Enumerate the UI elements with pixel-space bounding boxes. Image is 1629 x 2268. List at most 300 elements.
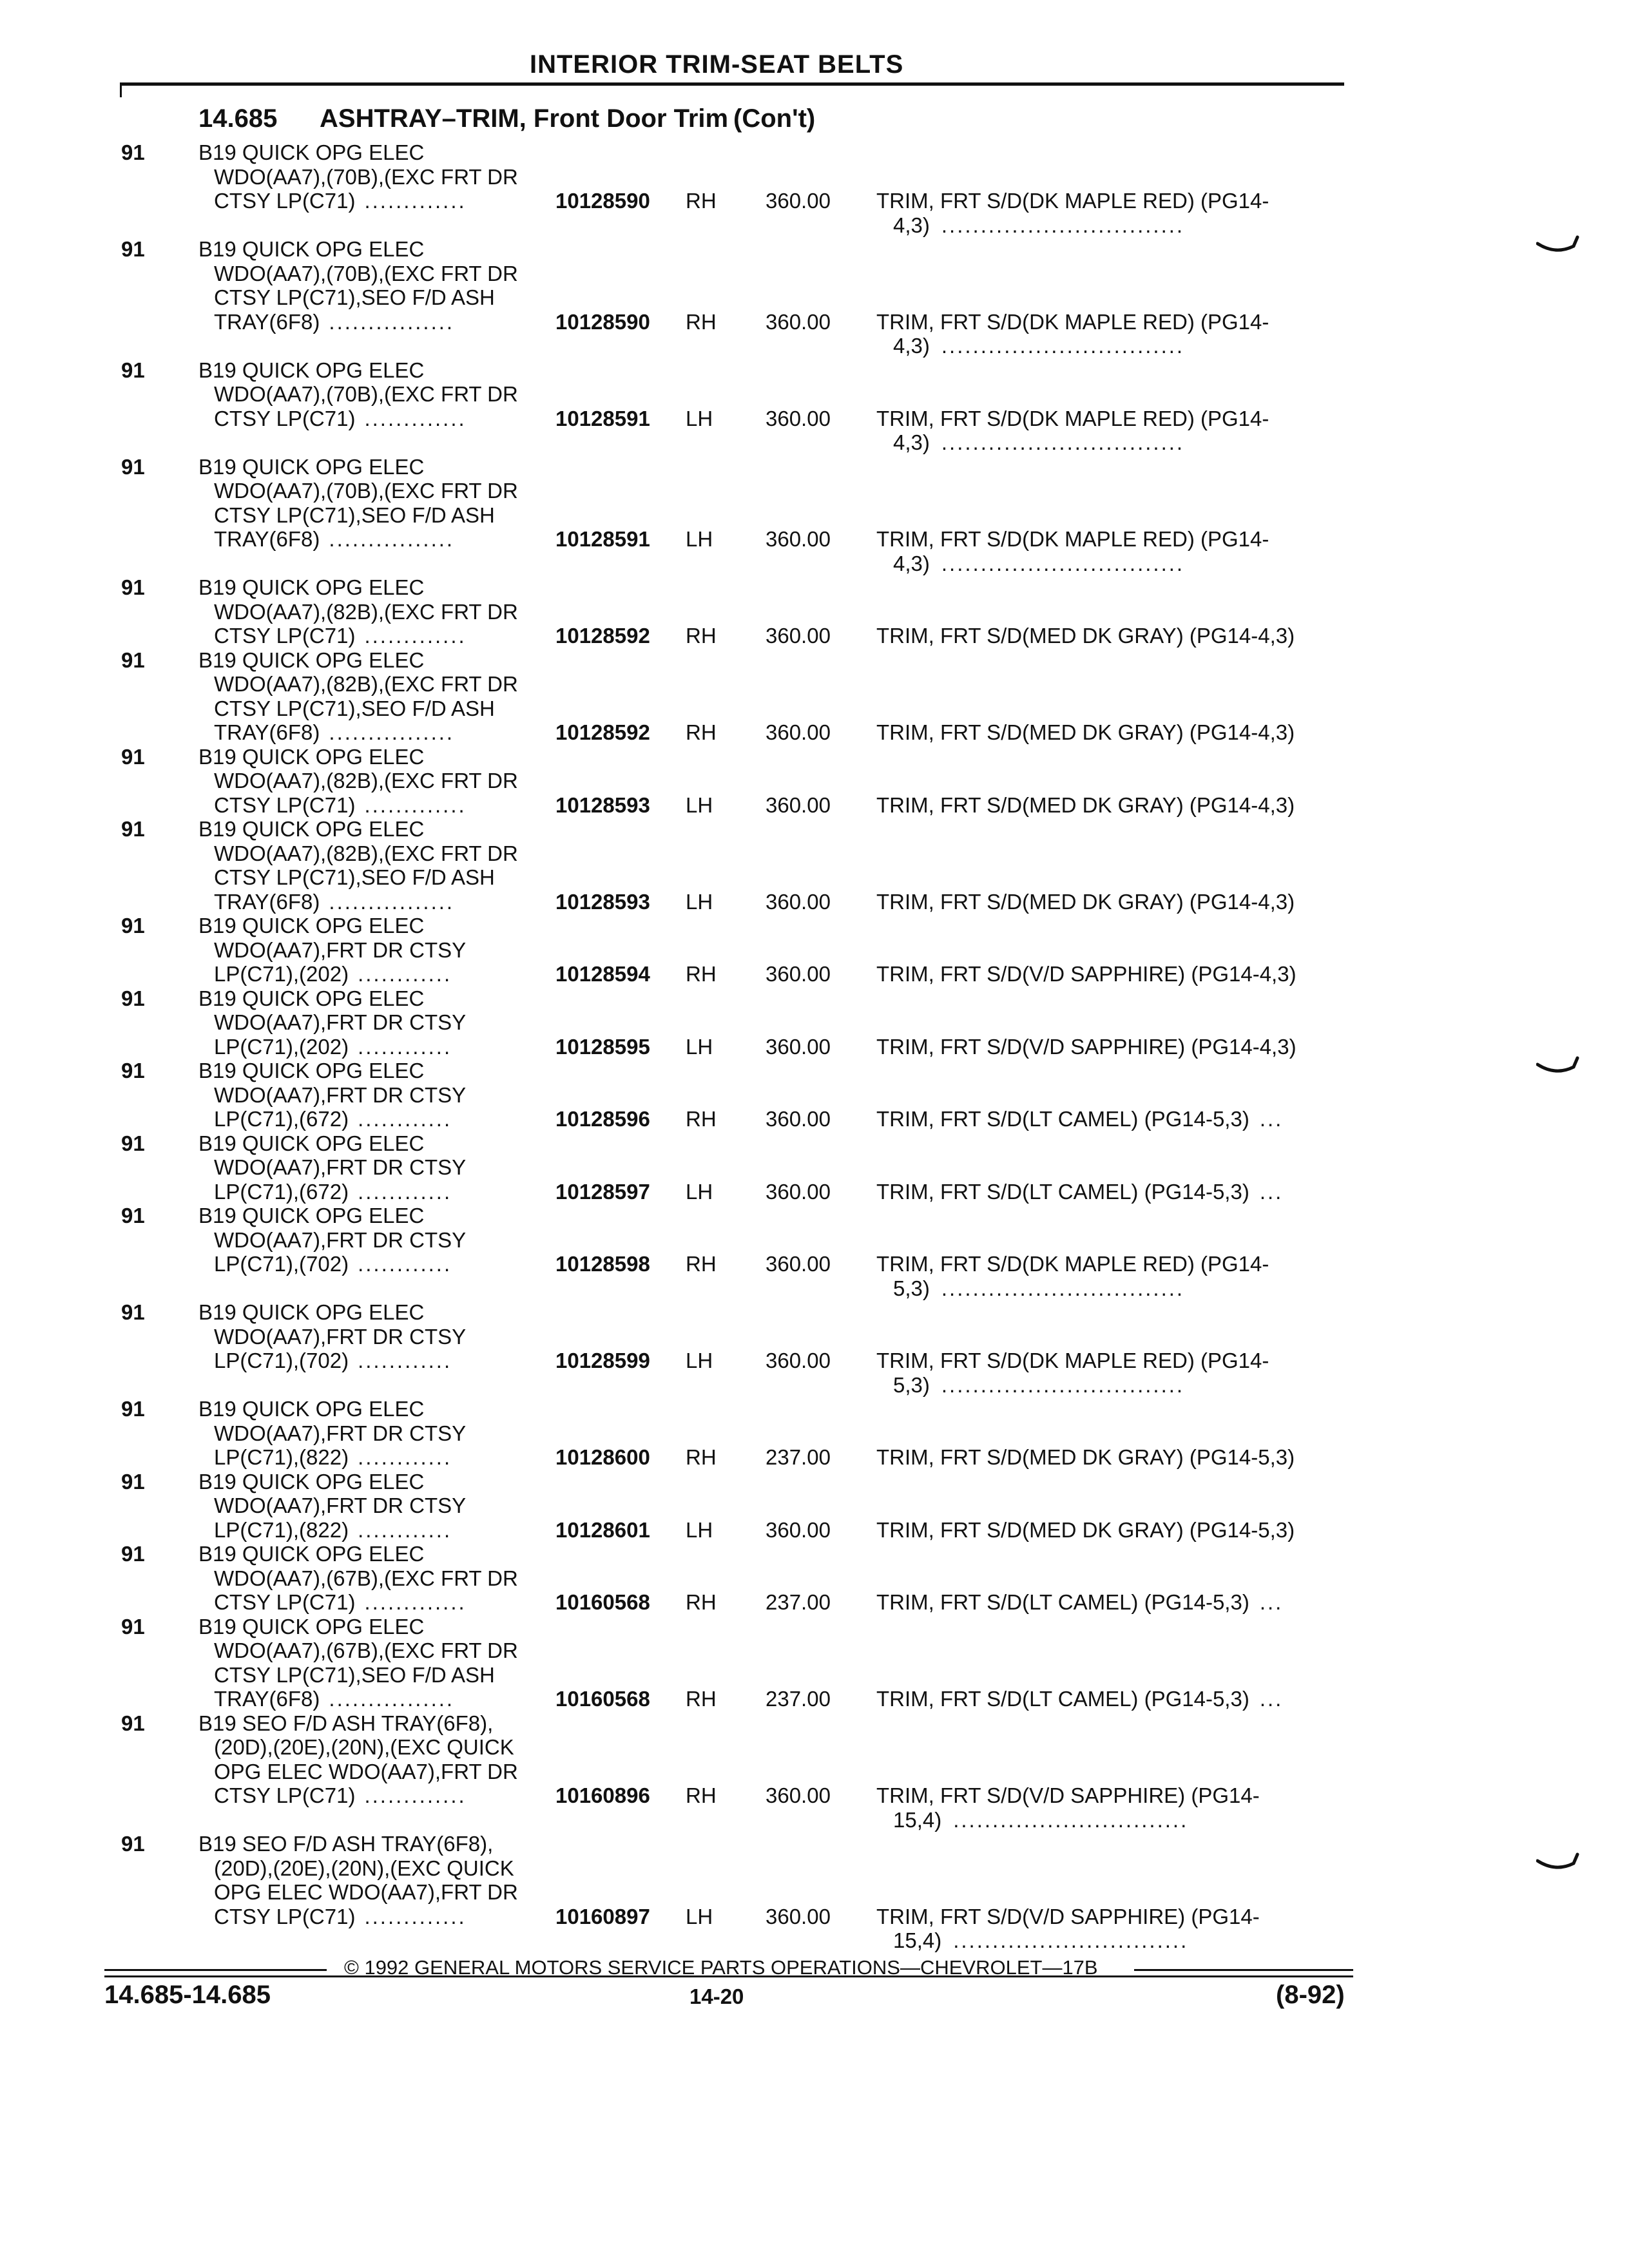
leader-dots: ................ xyxy=(329,889,455,914)
description-text: CTSY LP(C71) xyxy=(214,624,356,648)
description-line xyxy=(198,1760,559,1784)
trim-line xyxy=(876,1349,1340,1373)
trim-text: TRIM, FRT S/D(LT CAMEL) (PG14-5,3) xyxy=(876,1107,1249,1131)
part-number: 10128597 xyxy=(555,1179,650,1204)
trim-line xyxy=(876,430,1340,455)
trim-text: 15,4) xyxy=(893,1807,942,1832)
model-year: 91 xyxy=(121,1397,145,1421)
part-entry xyxy=(0,1542,1629,1615)
trim-text: TRIM, FRT S/D(MED DK GRAY) (PG14-4,3) xyxy=(876,720,1295,744)
trim-line xyxy=(876,552,1340,576)
description-text: B19 QUICK OPG ELEC xyxy=(198,1300,425,1324)
description-text: B19 SEO F/D ASH TRAY(6F8), xyxy=(198,1832,494,1856)
description-text: B19 QUICK OPG ELEC xyxy=(198,1204,425,1227)
description-line xyxy=(198,503,559,528)
description-line xyxy=(198,745,559,769)
part-entry xyxy=(0,745,1629,818)
description-text: TRAY(6F8) xyxy=(214,527,320,551)
side-code: RH xyxy=(686,962,717,986)
part-entry xyxy=(0,817,1629,914)
side-code: LH xyxy=(686,1904,713,1928)
part-number: 10128595 xyxy=(555,1034,650,1059)
description-line xyxy=(198,1832,559,1856)
page-header-title: INTERIOR TRIM-SEAT BELTS xyxy=(530,50,904,79)
trim-description xyxy=(876,1349,1340,1397)
usage-description xyxy=(198,745,559,818)
usage-description xyxy=(198,1711,559,1808)
model-year: 91 xyxy=(121,140,145,164)
description-text: TRAY(6F8) xyxy=(214,889,320,914)
description-line xyxy=(198,648,559,673)
description-text: WDO(AA7),(67B),(EXC FRT DR xyxy=(214,1639,518,1662)
trim-line xyxy=(876,1252,1340,1276)
list-price: 360.00 xyxy=(766,624,831,648)
description-text: B19 QUICK OPG ELEC xyxy=(198,986,425,1010)
description-text: WDO(AA7),(70B),(EXC FRT DR xyxy=(214,479,518,503)
description-line xyxy=(198,237,559,262)
leader-dots: ............................... xyxy=(941,1372,1185,1397)
description-text: TRAY(6F8) xyxy=(214,1687,320,1711)
model-year: 91 xyxy=(121,817,145,841)
description-line xyxy=(198,1735,559,1760)
trim-line xyxy=(876,1276,1340,1301)
description-text: WDO(AA7),(82B),(EXC FRT DR xyxy=(214,672,518,696)
leader-dots: ............................... xyxy=(941,1276,1185,1300)
model-year: 91 xyxy=(121,1131,145,1155)
usage-description xyxy=(198,986,559,1059)
leader-dots: ............. xyxy=(364,189,467,213)
description-text: B19 QUICK OPG ELEC xyxy=(198,358,425,382)
trim-text: 4,3) xyxy=(893,551,930,575)
part-number: 10128593 xyxy=(555,793,650,817)
trim-text: TRIM, FRT S/D(DK MAPLE RED) (PG14- xyxy=(876,189,1269,213)
trim-text: TRIM, FRT S/D(MED DK GRAY) (PG14-5,3) xyxy=(876,1517,1295,1542)
description-text: LP(C71),(822) xyxy=(214,1517,349,1542)
description-line xyxy=(198,1494,559,1518)
trim-line xyxy=(876,1180,1340,1204)
list-price: 360.00 xyxy=(766,406,831,430)
description-text: WDO(AA7),(82B),(EXC FRT DR xyxy=(214,841,518,865)
description-line xyxy=(198,1107,559,1131)
description-line xyxy=(198,865,559,890)
description-line xyxy=(198,1856,559,1881)
description-line xyxy=(198,527,559,552)
list-price: 360.00 xyxy=(766,309,831,334)
description-line xyxy=(198,720,559,745)
description-line xyxy=(198,407,559,431)
description-line xyxy=(198,1204,559,1228)
part-entry xyxy=(0,575,1629,648)
leader-dots: ............ xyxy=(358,1034,452,1059)
description-text: (20D),(20E),(20N),(EXC QUICK xyxy=(214,1856,514,1880)
description-text: WDO(AA7),(70B),(EXC FRT DR xyxy=(214,164,518,189)
leader-dots: ............................... xyxy=(941,334,1185,358)
model-year: 91 xyxy=(121,575,145,599)
description-line xyxy=(198,1300,559,1325)
leader-dots: ............ xyxy=(358,1252,452,1276)
part-number: 10128591 xyxy=(555,527,650,551)
description-text: LP(C71),(822) xyxy=(214,1445,349,1469)
trim-line xyxy=(876,407,1340,431)
check-mark-1 xyxy=(1536,233,1581,259)
leader-dots: ................ xyxy=(329,1687,455,1711)
part-entry xyxy=(0,237,1629,358)
model-year: 91 xyxy=(121,358,145,382)
leader-dots: .............................. xyxy=(953,1807,1189,1832)
description-text: CTSY LP(C71) xyxy=(214,793,356,817)
description-line xyxy=(198,1180,559,1204)
copyright-text: © 1992 GENERAL MOTORS SERVICE PARTS OPERATIONS—CHEVROLET—17B xyxy=(344,1956,1098,1979)
leader-dots: ............. xyxy=(364,624,467,648)
leader-dots: ............. xyxy=(364,1590,467,1614)
description-text: OPG ELEC WDO(AA7),FRT DR xyxy=(214,1759,518,1783)
description-line xyxy=(198,1059,559,1083)
description-text: LP(C71),(202) xyxy=(214,1034,349,1059)
list-price: 360.00 xyxy=(766,720,831,744)
trim-line xyxy=(876,962,1340,986)
usage-description xyxy=(198,1300,559,1373)
description-line xyxy=(198,1035,559,1059)
model-year: 91 xyxy=(121,1614,145,1639)
trim-description xyxy=(876,720,1340,745)
description-line xyxy=(198,672,559,697)
description-text: WDO(AA7),FRT DR CTSY xyxy=(214,937,467,962)
leader-dots: ............................... xyxy=(941,551,1185,575)
leader-dots: ................ xyxy=(329,309,455,334)
part-number: 10128598 xyxy=(555,1252,650,1276)
trim-line xyxy=(876,334,1340,358)
trim-description xyxy=(876,1107,1340,1131)
part-number: 10128591 xyxy=(555,406,650,430)
description-text: WDO(AA7),(67B),(EXC FRT DR xyxy=(214,1566,518,1590)
trim-description xyxy=(876,624,1340,648)
usage-description xyxy=(198,1832,559,1928)
usage-description xyxy=(198,1059,559,1131)
description-line xyxy=(198,1470,559,1494)
leader-dots: ............. xyxy=(364,406,467,430)
section-title: ASHTRAY–TRIM, Front Door Trim xyxy=(320,104,729,133)
trim-description xyxy=(876,1445,1340,1470)
side-code: RH xyxy=(686,1252,717,1276)
model-year: 91 xyxy=(121,1542,145,1566)
trim-text: TRIM, FRT S/D(MED DK GRAY) (PG14-4,3) xyxy=(876,793,1295,817)
leader-dots: ............ xyxy=(358,1349,452,1372)
trim-line xyxy=(876,1035,1340,1059)
leader-dots: ............. xyxy=(364,1904,467,1928)
part-entry xyxy=(0,358,1629,455)
description-line xyxy=(198,1325,559,1349)
part-entry xyxy=(0,140,1629,237)
description-line xyxy=(198,890,559,914)
description-line xyxy=(198,1711,559,1736)
description-text: WDO(AA7),FRT DR CTSY xyxy=(214,1010,467,1034)
part-entry xyxy=(0,1832,1629,1953)
description-text: B19 QUICK OPG ELEC xyxy=(198,817,425,841)
description-text: CTSY LP(C71),SEO F/D ASH xyxy=(214,1662,495,1687)
description-text: CTSY LP(C71),SEO F/D ASH xyxy=(214,865,495,889)
trim-description xyxy=(876,1035,1340,1059)
description-line xyxy=(198,962,559,986)
side-code: LH xyxy=(686,1179,713,1204)
section-heading xyxy=(198,104,815,133)
description-line xyxy=(198,1518,559,1542)
trim-text: TRIM, FRT S/D(LT CAMEL) (PG14-5,3) xyxy=(876,1590,1249,1614)
part-entry xyxy=(0,1397,1629,1470)
description-line xyxy=(198,600,559,624)
list-price: 360.00 xyxy=(766,1349,831,1372)
part-number: 10128601 xyxy=(555,1517,650,1542)
leader-dots: ............. xyxy=(364,1783,467,1807)
leader-dots: ............ xyxy=(358,1107,452,1131)
description-line xyxy=(198,285,559,310)
trim-text: TRIM, FRT S/D(MED DK GRAY) (PG14-5,3) xyxy=(876,1445,1295,1469)
model-year: 91 xyxy=(121,1204,145,1227)
description-line xyxy=(198,1155,559,1180)
side-code: LH xyxy=(686,527,713,551)
side-code: RH xyxy=(686,624,717,648)
check-mark-3 xyxy=(1536,1850,1581,1876)
description-line xyxy=(198,1566,559,1591)
description-text: WDO(AA7),(82B),(EXC FRT DR xyxy=(214,599,518,624)
trim-description xyxy=(876,1687,1340,1711)
header-rule xyxy=(120,82,1344,86)
list-price: 360.00 xyxy=(766,189,831,213)
description-line xyxy=(198,1252,559,1276)
side-code: LH xyxy=(686,1034,713,1059)
description-text: B19 QUICK OPG ELEC xyxy=(198,1614,425,1639)
description-text: B19 QUICK OPG ELEC xyxy=(198,1542,425,1566)
description-line xyxy=(198,262,559,286)
trim-description xyxy=(876,1180,1340,1204)
description-line xyxy=(198,1590,559,1615)
model-year: 91 xyxy=(121,1832,145,1856)
side-code: LH xyxy=(686,1349,713,1372)
model-year: 91 xyxy=(121,648,145,672)
part-number: 10128599 xyxy=(555,1349,650,1372)
trim-description xyxy=(876,1518,1340,1542)
model-year: 91 xyxy=(121,1711,145,1735)
description-text: LP(C71),(702) xyxy=(214,1252,349,1276)
description-text: (20D),(20E),(20N),(EXC QUICK xyxy=(214,1735,514,1759)
description-text: B19 QUICK OPG ELEC xyxy=(198,140,425,164)
trim-line xyxy=(876,1590,1340,1615)
part-number: 10160896 xyxy=(555,1783,650,1807)
trim-text: TRIM, FRT S/D(V/D SAPPHIRE) (PG14- xyxy=(876,1904,1260,1928)
list-price: 360.00 xyxy=(766,1034,831,1059)
description-text: CTSY LP(C71) xyxy=(214,189,356,213)
model-year: 91 xyxy=(121,454,145,479)
side-code: LH xyxy=(686,1517,713,1542)
description-text: B19 QUICK OPG ELEC xyxy=(198,1131,425,1155)
usage-description xyxy=(198,575,559,648)
list-price: 360.00 xyxy=(766,1783,831,1807)
usage-description xyxy=(198,237,559,334)
parts-list xyxy=(0,140,1629,1953)
trim-line xyxy=(876,1518,1340,1542)
description-line xyxy=(198,1010,559,1035)
usage-description xyxy=(198,648,559,745)
description-text: B19 QUICK OPG ELEC xyxy=(198,914,425,937)
description-text: B19 QUICK OPG ELEC xyxy=(198,454,425,479)
leader-dots: ... xyxy=(1259,1179,1284,1204)
description-text: CTSY LP(C71),SEO F/D ASH xyxy=(214,503,495,527)
description-text: WDO(AA7),(70B),(EXC FRT DR xyxy=(214,261,518,285)
side-code: LH xyxy=(686,793,713,817)
description-line xyxy=(198,938,559,963)
description-text: LP(C71),(672) xyxy=(214,1179,349,1204)
description-text: WDO(AA7),FRT DR CTSY xyxy=(214,1494,467,1517)
description-line xyxy=(198,1131,559,1156)
trim-text: TRIM, FRT S/D(DK MAPLE RED) (PG14- xyxy=(876,1349,1269,1372)
description-line xyxy=(198,914,559,938)
side-code: RH xyxy=(686,1445,717,1469)
description-line xyxy=(198,575,559,600)
description-text: B19 QUICK OPG ELEC xyxy=(198,1397,425,1421)
side-code: RH xyxy=(686,189,717,213)
trim-description xyxy=(876,310,1340,358)
leader-dots: ... xyxy=(1259,1687,1284,1711)
description-line xyxy=(198,382,559,407)
trim-text: TRIM, FRT S/D(V/D SAPPHIRE) (PG14- xyxy=(876,1783,1260,1807)
list-price: 360.00 xyxy=(766,962,831,986)
list-price: 237.00 xyxy=(766,1445,831,1469)
description-text: CTSY LP(C71),SEO F/D ASH xyxy=(214,285,495,309)
list-price: 360.00 xyxy=(766,1252,831,1276)
trim-line xyxy=(876,720,1340,745)
part-entry xyxy=(0,1059,1629,1131)
description-text: LP(C71),(672) xyxy=(214,1107,349,1131)
description-text: B19 QUICK OPG ELEC xyxy=(198,1469,425,1494)
trim-line xyxy=(876,1373,1340,1398)
description-text: LP(C71),(202) xyxy=(214,962,349,986)
usage-description xyxy=(198,1542,559,1615)
description-line xyxy=(198,1905,559,1929)
description-line xyxy=(198,841,559,866)
trim-line xyxy=(876,1445,1340,1470)
trim-line xyxy=(876,624,1340,648)
model-year: 91 xyxy=(121,237,145,261)
model-year: 91 xyxy=(121,1469,145,1494)
part-number: 10128592 xyxy=(555,720,650,744)
description-text: B19 QUICK OPG ELEC xyxy=(198,744,425,769)
footer-rule-left xyxy=(104,1969,327,1971)
part-number: 10160568 xyxy=(555,1590,650,1614)
list-price: 360.00 xyxy=(766,889,831,914)
description-text: B19 QUICK OPG ELEC xyxy=(198,648,425,672)
part-entry xyxy=(0,1615,1629,1711)
description-line xyxy=(198,1783,559,1808)
description-line xyxy=(198,769,559,793)
trim-text: 4,3) xyxy=(893,334,930,358)
list-price: 237.00 xyxy=(766,1590,831,1614)
description-line xyxy=(198,1228,559,1253)
part-number: 10160897 xyxy=(555,1904,650,1928)
trim-description xyxy=(876,1905,1340,1953)
description-text: WDO(AA7),FRT DR CTSY xyxy=(214,1227,467,1252)
list-price: 237.00 xyxy=(766,1687,831,1711)
description-line xyxy=(198,455,559,479)
trim-text: TRIM, FRT S/D(DK MAPLE RED) (PG14- xyxy=(876,406,1269,430)
trim-text: TRIM, FRT S/D(DK MAPLE RED) (PG14- xyxy=(876,309,1269,334)
trim-text: TRIM, FRT S/D(DK MAPLE RED) (PG14- xyxy=(876,1252,1269,1276)
usage-description xyxy=(198,914,559,986)
date-code: (8-92) xyxy=(1276,1981,1345,2009)
trim-description xyxy=(876,189,1340,237)
description-line xyxy=(198,986,559,1011)
description-text: CTSY LP(C71),SEO F/D ASH xyxy=(214,696,495,720)
trim-text: 15,4) xyxy=(893,1928,942,1952)
trim-text: TRIM, FRT S/D(LT CAMEL) (PG14-5,3) xyxy=(876,1687,1249,1711)
description-line xyxy=(198,479,559,503)
trim-text: TRIM, FRT S/D(V/D SAPPHIRE) (PG14-4,3) xyxy=(876,962,1296,986)
usage-description xyxy=(198,358,559,431)
trim-text: TRIM, FRT S/D(DK MAPLE RED) (PG14- xyxy=(876,527,1269,551)
part-number: 10128594 xyxy=(555,962,650,986)
trim-line xyxy=(876,1687,1340,1711)
description-line xyxy=(198,624,559,648)
description-line xyxy=(198,1880,559,1905)
usage-description xyxy=(198,1131,559,1204)
side-code: LH xyxy=(686,889,713,914)
part-entry xyxy=(0,1204,1629,1300)
model-year: 91 xyxy=(121,744,145,769)
description-text: WDO(AA7),(70B),(EXC FRT DR xyxy=(214,382,518,406)
description-line xyxy=(198,1445,559,1470)
side-code: RH xyxy=(686,1687,717,1711)
trim-line xyxy=(876,1107,1340,1131)
footer-range: 14.685-14.685 xyxy=(104,1981,271,2009)
part-entry xyxy=(0,648,1629,745)
description-text: B19 QUICK OPG ELEC xyxy=(198,575,425,599)
list-price: 360.00 xyxy=(766,793,831,817)
leader-dots: ............. xyxy=(364,793,467,817)
description-text: CTSY LP(C71) xyxy=(214,1783,356,1807)
usage-description xyxy=(198,817,559,914)
description-text: TRAY(6F8) xyxy=(214,720,320,744)
side-code: LH xyxy=(686,406,713,430)
side-code: RH xyxy=(686,720,717,744)
part-entry xyxy=(0,914,1629,986)
description-line xyxy=(198,697,559,721)
part-number: 10128590 xyxy=(555,309,650,334)
trim-line xyxy=(876,310,1340,334)
trim-description xyxy=(876,1590,1340,1615)
trim-description xyxy=(876,890,1340,914)
description-text: B19 QUICK OPG ELEC xyxy=(198,1059,425,1082)
description-line xyxy=(198,1615,559,1639)
usage-description xyxy=(198,455,559,552)
trim-description xyxy=(876,793,1340,818)
leader-dots: ................ xyxy=(329,527,455,551)
description-text: OPG ELEC WDO(AA7),FRT DR xyxy=(214,1880,518,1904)
trim-text: 5,3) xyxy=(893,1372,930,1397)
trim-description xyxy=(876,527,1340,575)
section-number: 14.685 xyxy=(198,104,278,133)
trim-text: TRIM, FRT S/D(V/D SAPPHIRE) (PG14-4,3) xyxy=(876,1034,1296,1059)
part-entry xyxy=(0,1470,1629,1542)
description-text: WDO(AA7),FRT DR CTSY xyxy=(214,1421,467,1445)
leader-dots: ............ xyxy=(358,1517,452,1542)
description-text: LP(C71),(702) xyxy=(214,1349,349,1372)
part-number: 10128592 xyxy=(555,624,650,648)
side-code: RH xyxy=(686,309,717,334)
leader-dots: .............................. xyxy=(953,1928,1189,1952)
trim-line xyxy=(876,793,1340,818)
side-code: RH xyxy=(686,1590,717,1614)
trim-text: 4,3) xyxy=(893,213,930,237)
description-text: WDO(AA7),FRT DR CTSY xyxy=(214,1324,467,1349)
list-price: 360.00 xyxy=(766,1904,831,1928)
